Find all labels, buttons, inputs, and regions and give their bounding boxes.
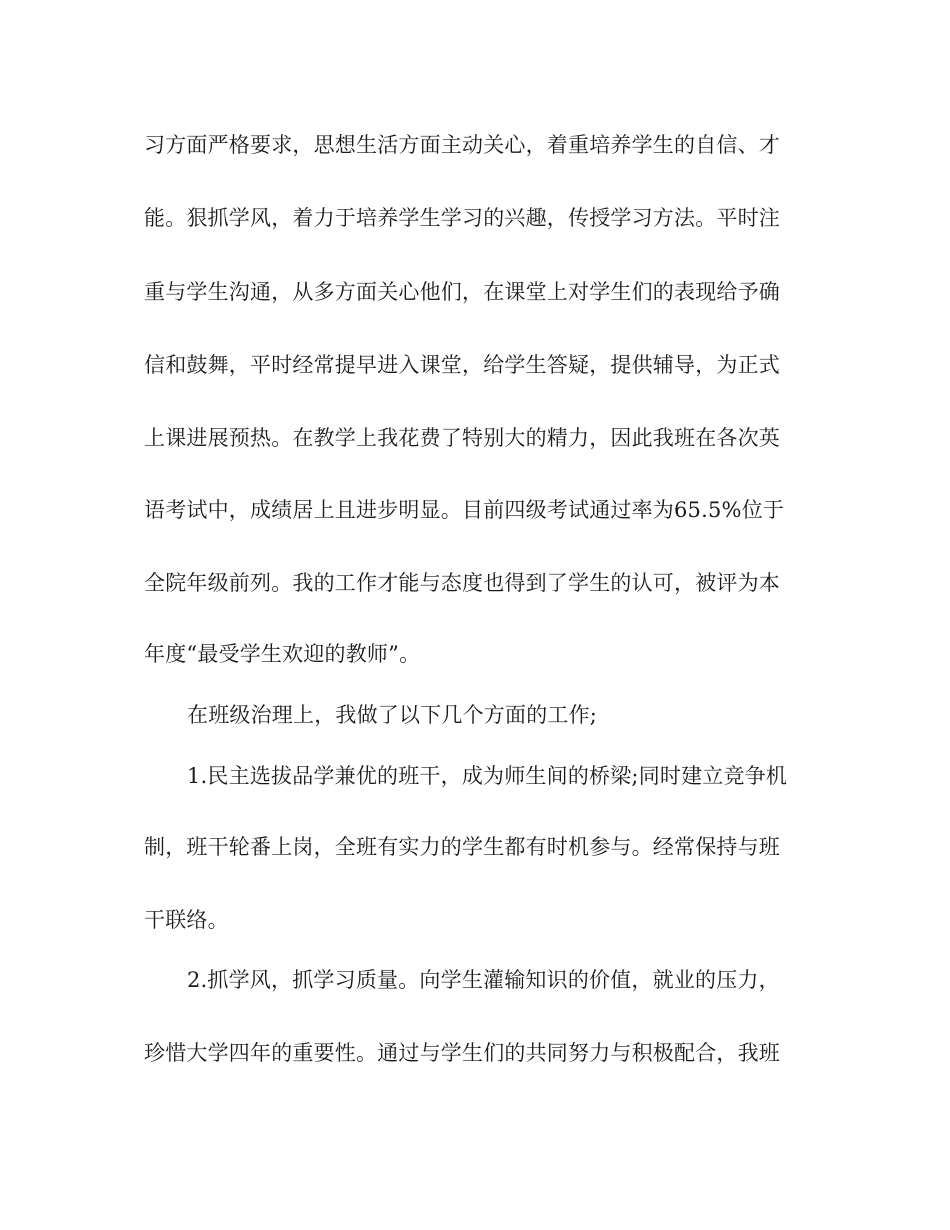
- text-line: 制，班干轮番上岗，全班有实力的学生都有时机参与。经常保持与班: [144, 835, 780, 859]
- text-line: 年度“最受学生欢迎的教师”。: [144, 642, 421, 666]
- paragraph-first-line: 在班级治理上，我做了以下几个方面的工作;: [187, 703, 598, 727]
- text-line: 能。狠抓学风，着力于培养学生学习的兴趣，传授学习方法。平时注: [144, 206, 780, 230]
- list-item-first-line: 1.民主选拔品学兼优的班干，成为师生间的桥梁;同时建立竞争机: [187, 764, 788, 788]
- text-line: 上课进展预热。在教学上我花费了特别大的精力，因此我班在各次英: [144, 426, 780, 450]
- text-line: 语考试中，成绩居上且进步明显。目前四级考试通过率为65.5%位于: [144, 498, 785, 522]
- text-line: 信和鼓舞，平时经常提早进入课堂，给学生答疑，提供辅导，为正式: [144, 353, 780, 377]
- text-line: 珍惜大学四年的重要性。通过与学生们的共同努力与积极配合，我班: [144, 1041, 780, 1065]
- text-line: 习方面严格要求，思想生活方面主动关心，着重培养学生的自信、才: [144, 133, 780, 157]
- list-item-first-line: 2.抓学风，抓学习质量。向学生灌输知识的价值，就业的压力，: [187, 968, 780, 992]
- text-line: 全院年级前列。我的工作才能与态度也得到了学生的认可，被评为本: [144, 571, 780, 595]
- text-line: 干联络。: [144, 908, 229, 932]
- text-line: 重与学生沟通，从多方面关心他们，在课堂上对学生们的表现给予确: [144, 280, 780, 304]
